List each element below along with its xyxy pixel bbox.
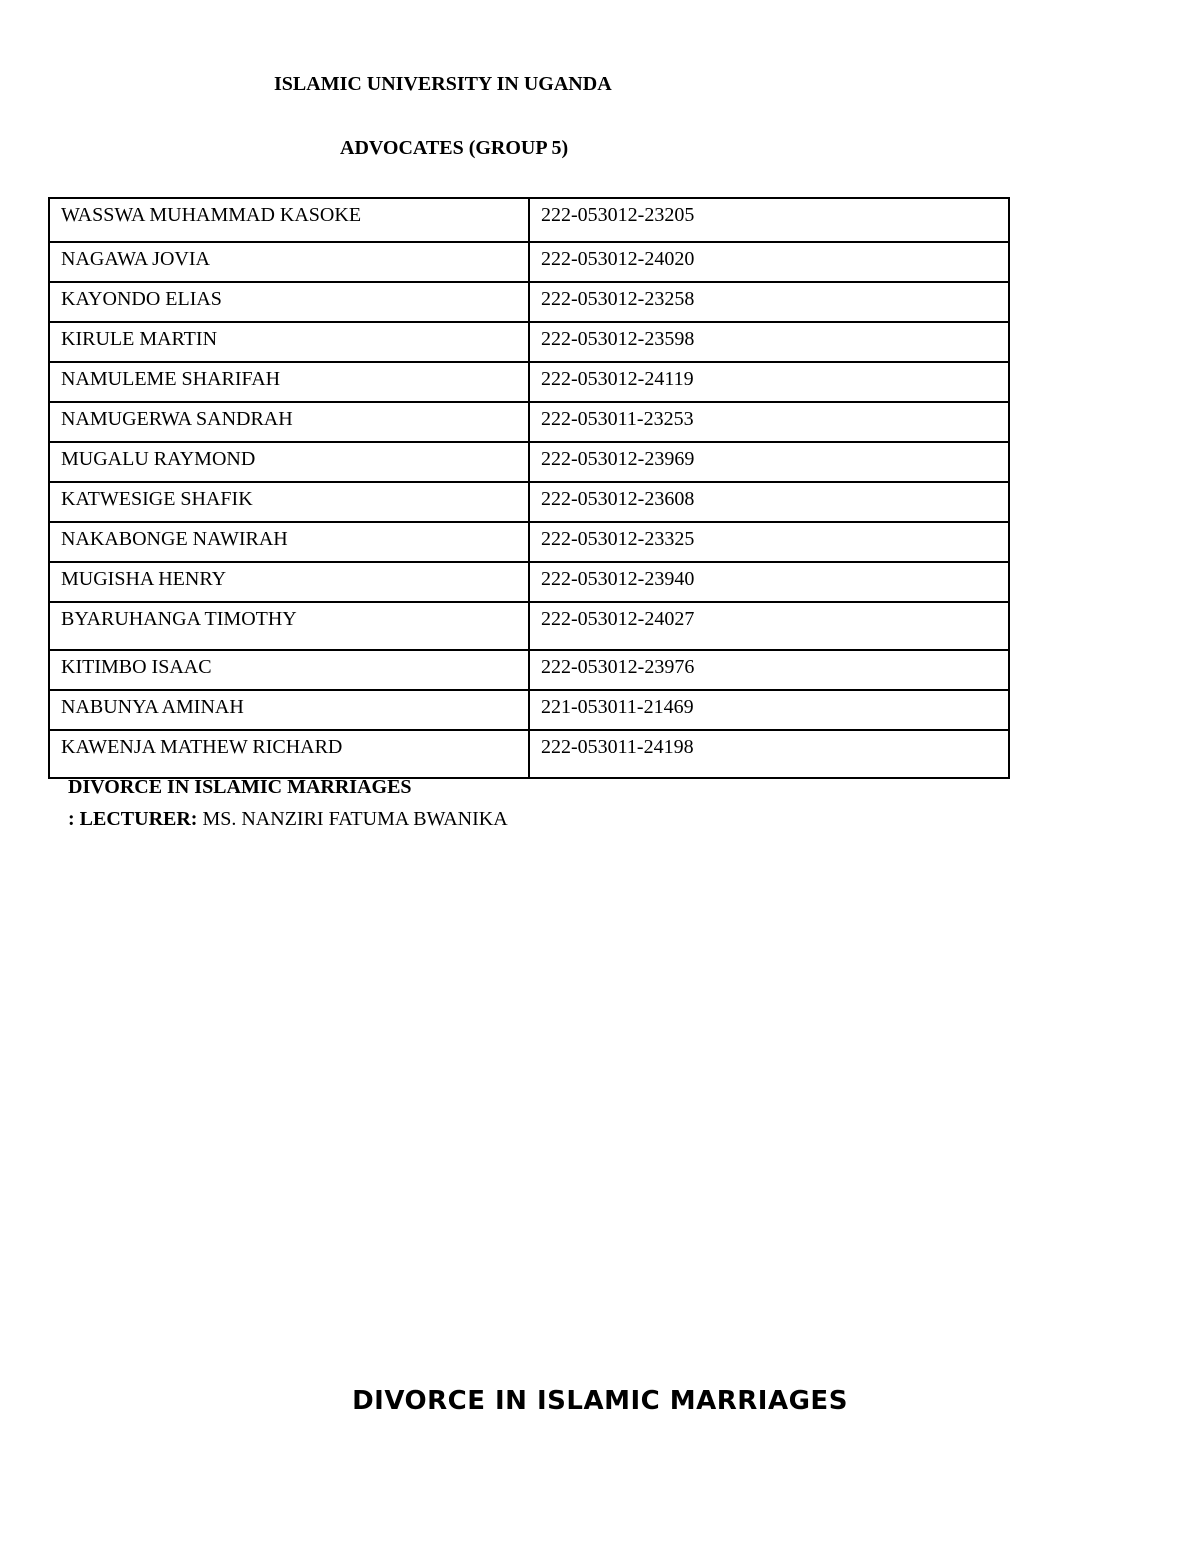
lecturer-line <box>68 808 508 831</box>
member-reg-no: 222-053012-23940 <box>529 562 1009 602</box>
members-table <box>48 197 1010 779</box>
member-name: NAGAWA JOVIA <box>49 242 529 282</box>
member-name: BYARUHANGA TIMOTHY <box>49 602 529 650</box>
member-name: NAKABONGE NAWIRAH <box>49 522 529 562</box>
table-row <box>49 730 1009 778</box>
member-name: WASSWA MUHAMMAD KASOKE <box>49 198 529 242</box>
member-reg-no: 221-053011-21469 <box>529 690 1009 730</box>
member-name: KATWESIGE SHAFIK <box>49 482 529 522</box>
member-name: KAWENJA MATHEW RICHARD <box>49 730 529 778</box>
table-row <box>49 602 1009 650</box>
member-reg-no: 222-053012-23205 <box>529 198 1009 242</box>
subject-title: DIVORCE IN ISLAMIC MARRIAGES <box>68 776 412 798</box>
table-row <box>49 198 1009 242</box>
member-name: NAMULEME SHARIFAH <box>49 362 529 402</box>
table-row <box>49 362 1009 402</box>
table-row <box>49 562 1009 602</box>
member-name: KAYONDO ELIAS <box>49 282 529 322</box>
group-title: ADVOCATES (GROUP 5) <box>340 137 569 159</box>
table-row <box>49 402 1009 442</box>
member-reg-no: 222-053012-23598 <box>529 322 1009 362</box>
member-name: KIRULE MARTIN <box>49 322 529 362</box>
member-reg-no: 222-053012-23325 <box>529 522 1009 562</box>
lecturer-name: MS. NANZIRI FATUMA BWANIKA <box>202 808 508 830</box>
document-main-title: DIVORCE IN ISLAMIC MARRIAGES <box>352 1386 848 1416</box>
member-name: MUGISHA HENRY <box>49 562 529 602</box>
table-row <box>49 650 1009 690</box>
member-name: MUGALU RAYMOND <box>49 442 529 482</box>
table-row <box>49 442 1009 482</box>
table-row <box>49 282 1009 322</box>
member-reg-no: 222-053012-23976 <box>529 650 1009 690</box>
member-reg-no: 222-053012-23258 <box>529 282 1009 322</box>
university-title: ISLAMIC UNIVERSITY IN UGANDA <box>274 73 612 95</box>
table-row <box>49 690 1009 730</box>
member-name: NAMUGERWA SANDRAH <box>49 402 529 442</box>
member-reg-no: 222-053012-24119 <box>529 362 1009 402</box>
member-name: KITIMBO ISAAC <box>49 650 529 690</box>
table-row <box>49 322 1009 362</box>
table-row <box>49 482 1009 522</box>
member-name: NABUNYA AMINAH <box>49 690 529 730</box>
table-row <box>49 522 1009 562</box>
member-reg-no: 222-053011-24198 <box>529 730 1009 778</box>
member-reg-no: 222-053012-23969 <box>529 442 1009 482</box>
member-reg-no: 222-053011-23253 <box>529 402 1009 442</box>
table-row <box>49 242 1009 282</box>
member-reg-no: 222-053012-24027 <box>529 602 1009 650</box>
lecturer-label: : LECTURER: <box>68 808 198 830</box>
member-reg-no: 222-053012-23608 <box>529 482 1009 522</box>
member-reg-no: 222-053012-24020 <box>529 242 1009 282</box>
